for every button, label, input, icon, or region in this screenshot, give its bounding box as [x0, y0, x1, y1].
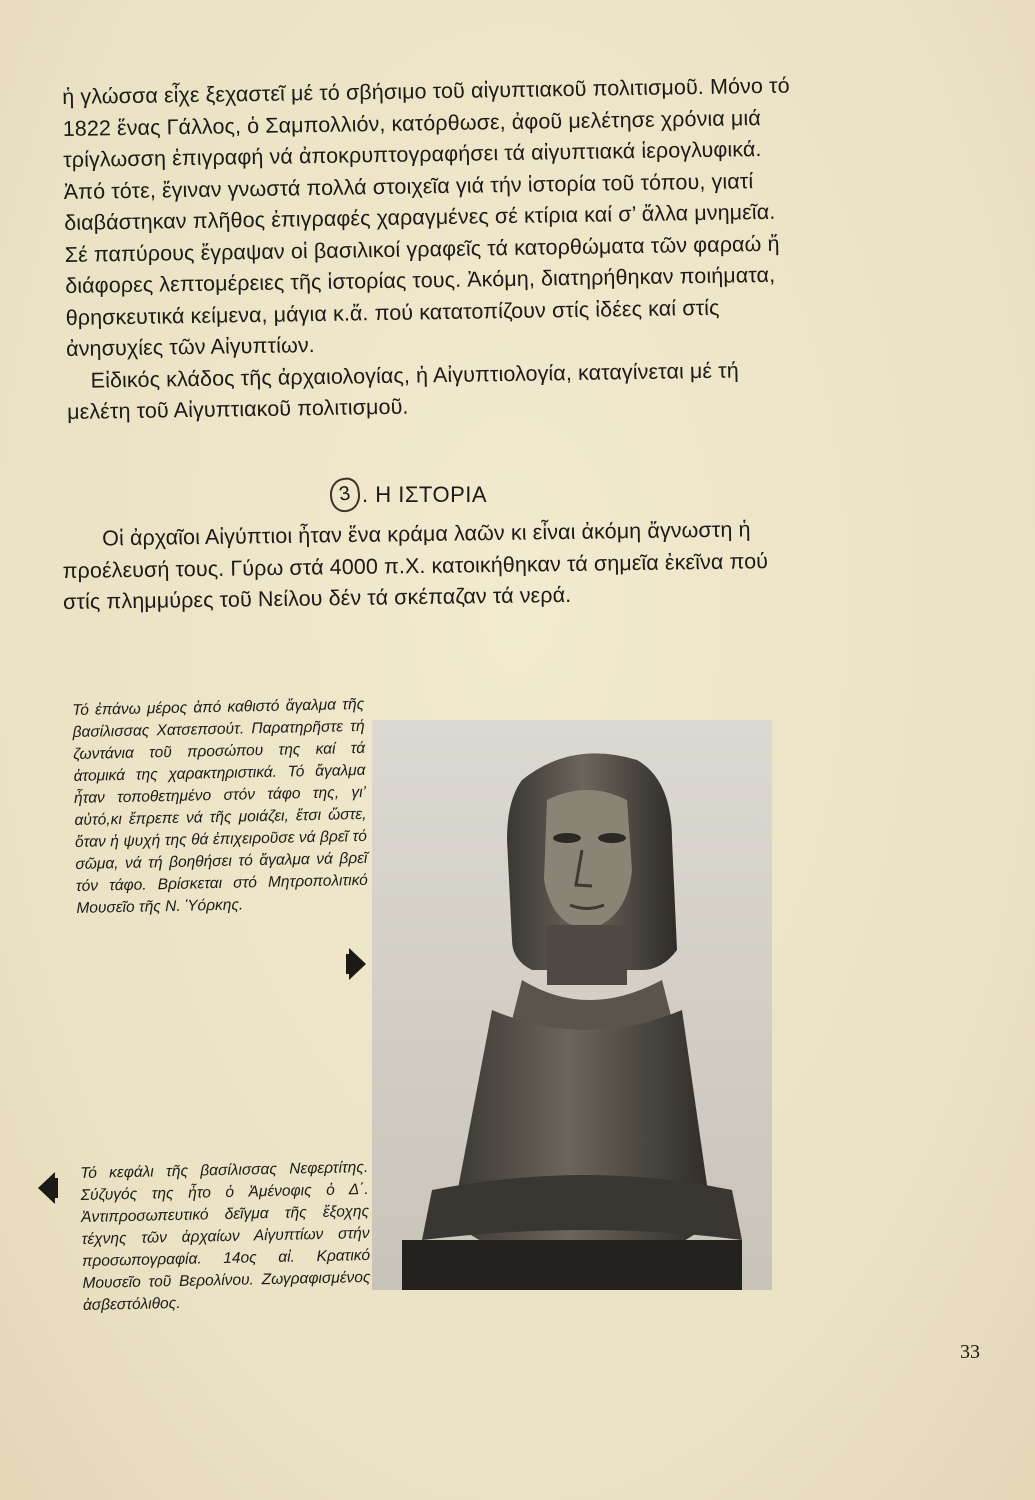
intro-text	[62, 71, 799, 429]
arrow-right-icon	[346, 946, 368, 982]
history-text	[62, 514, 795, 619]
statue-caption: Τό ἐπάνω μέρος ἀπό καθιστό ἄγαλμα τῆς βασίλισσας Χατσεπσούτ. Παρατηρῆστε τή ζωντάνια τοῦ προσώπου της καί τά ἀτομικά της χαρακτηριστικά. Τό ἄγαλμα ἦταν τοποθετημένο στόν τάφο της, γι’ αὐτό,κι ἔπρεπε νά τῆς μοιάζει, ἔτσι ὥστε, ὅταν ἡ ψυχή της θά ἐπιχειροῦσε νά βρεῖ τό σῶμα, νά τή βοηθήσει τό ἄγαλμα νά βρεῖ τόν τάφο. Βρίσκεται στό Μητροπολιτικό Μουσεῖο τῆς Ν. Ὑόρκης.	[72, 695, 369, 917]
page-number: 33	[960, 1341, 980, 1363]
arrow-left-icon	[36, 1170, 58, 1206]
statue-image	[372, 720, 772, 1290]
history-paragraph: Οἱ ἀρχαῖοι Αἰγύπτιοι ἦταν ἕνα κράμα λαῶν κι εἶναι ἀκόμη ἄγνωστη ἡ προέλευσή τους. Γύρω στά 4000 π.Χ. κατοικήθηκαν τά σημεῖα ἐκεῖνα πού στίς πλημμύρες τοῦ Νείλου δέν τά σκέπαζαν τά νερά.	[62, 517, 769, 614]
section-title: . Η ΙΣΤΟΡΙΑ	[362, 482, 488, 507]
intro-paragraph-2: Εἰδικός κλάδος τῆς ἀρχαιολογίας, ἡ Αἰγυπτιολογία, καταγίνεται μέ τή μελέτη τοῦ Αἰγυπτιακοῦ πολιτισμοῦ.	[66, 357, 740, 424]
hatshepsut-statue-photo	[372, 720, 772, 1290]
nefertiti-caption: Τό κεφάλι τῆς βασίλισσας Νεφερτίτης. Σύζυγός της ἦτο ὁ Ἀμένοφις ὁ Δ΄. Ἀντιπροσωπευτικό δεῖγμα τῆς ἔξοχης τέχνης τῶν ἀρχαίων Αἰγυπτίων στήν προσωπογραφία. 14ος αἰ. Κρατικό Μουσεῖο τοῦ Βερολίνου. Ζωγραφισμένος ἀσβεστόλιθος.	[80, 1158, 371, 1314]
intro-paragraph-1: ἡ γλώσσα εἶχε ξεχαστεῖ μέ τό σβήσιμο τοῦ αἰγυπτιακοῦ πολιτισμοῦ. Μόνο τό 1822 ἕνας Γάλλος, ὁ Σαμπολλιόν, κατόρθωσε, ἀφοῦ μελέτησε χρόνια μιά τρίγλωσση ἐπιγραφή νά ἀποκρυπτογραφήσει τά αἰγυπτιακά ἱερογλυφικά. Ἀπό τότε, ἔγιναν γνωστά πολλά στοιχεῖα γιά τήν ἱστορία τοῦ τόπου, γιατί διαβάστηκαν πλῆθος ἐπιγραφές χαραγμένες σέ κτίρια καί σ’ ἄλλα μνημεῖα. Σέ παπύρους ἔγραψαν οἱ βασιλικοί γραφεῖς τά κατορθώματα τῶν φαραώ ἤ διάφορες λεπτομέρειες τῆς ἱστορίας τους. Ἀκόμη, διατηρήθηκαν ποιήματα, θρησκευτικά κείμενα, μάγια κ.ἄ. πού κατατοπίζουν στίς ἰδέες καί στίς ἀνησυχίες τῶν Αἰγυπτίων.	[62, 73, 790, 361]
section-number: 3	[328, 476, 362, 514]
section-heading	[330, 478, 487, 512]
